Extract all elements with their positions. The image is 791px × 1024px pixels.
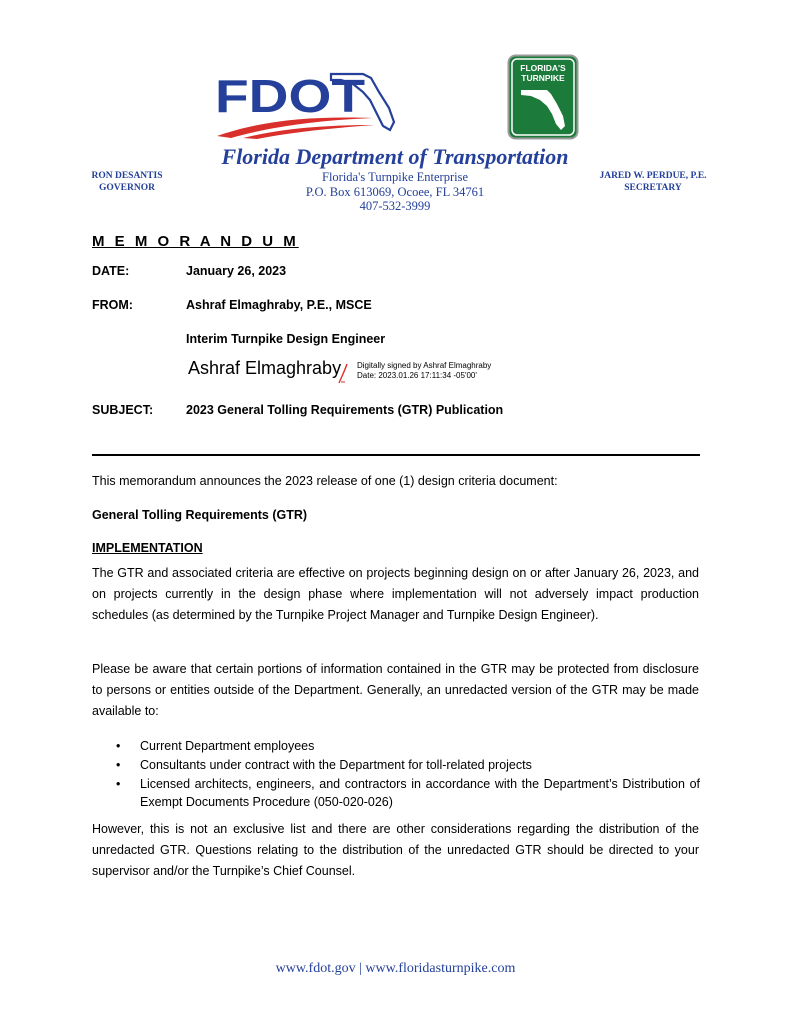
secretary-title: SECRETARY <box>624 183 682 193</box>
list-item-text: Current Department employees <box>140 739 315 753</box>
signature-name: Ashraf Elmaghraby <box>188 358 342 378</box>
list-item-text: Licensed architects, engineers, and contractors in accordance with the Department’s Distribution of Exempt Documents Procedure (050-020-026) <box>140 777 700 809</box>
subject-value: 2023 General Tolling Requirements (GTR) Publication <box>186 403 504 417</box>
florida-turnpike-logo <box>507 54 579 140</box>
signature-stamp-line-2: Date: 2023.01.26 17:11:34 -05'00' <box>357 371 477 380</box>
subject-label: SUBJECT: <box>92 403 154 417</box>
secretary-block <box>578 170 728 194</box>
bullet-icon: • <box>116 758 121 772</box>
address-line-2: P.O. Box 613069, Ocoee, FL 34761 <box>305 184 485 199</box>
date-label: DATE: <box>92 264 130 278</box>
header-divider <box>92 454 700 456</box>
date-value: January 26, 2023 <box>186 264 287 278</box>
disclosure-paragraph: Please be aware that certain portions of information contained in the GTR may be protected from disclosure to persons or entities outside of the Department. Generally, an unredacted version of the GTR may be made available to: <box>92 662 699 718</box>
governor-title: GOVERNOR <box>99 183 155 193</box>
footer-links: www.fdot.gov | www.floridasturnpike.com <box>275 961 516 976</box>
bullet-icon: • <box>116 777 121 791</box>
from-title: Interim Turnpike Design Engineer <box>186 332 386 346</box>
governor-name: RON DESANTIS <box>91 171 163 181</box>
list-item-text: Consultants under contract with the Department for toll-related projects <box>140 758 532 772</box>
fdot-logo-text: FDOT <box>215 70 365 122</box>
turnpike-logo-line-1: FLORIDA'S <box>520 63 566 73</box>
secretary-name: JARED W. PERDUE, P.E. <box>599 171 707 181</box>
from-name: Ashraf Elmaghraby, P.E., MSCE <box>186 298 372 312</box>
address-line-1: Florida's Turnpike Enterprise <box>322 170 468 184</box>
implementation-paragraph: The GTR and associated criteria are effective on projects beginning design on or after January 26, 2023, and on projects currently in the design phase where implementation will not adversely impact production schedules (as determined by the Turnpike Project Manager and Turnpike Design Engineer). <box>92 566 699 622</box>
agency-name: Florida Department of Transportation <box>221 144 569 169</box>
digital-signature-stamp <box>357 361 491 381</box>
closing-paragraph: However, this is not an exclusive list and there are other considerations regarding the distribution of the unredacted GTR. Questions relating to the distribution of the unredacted GTR should be directed to your supervisor and/or the Turnpike’s Chief Counsel. <box>92 822 699 878</box>
bullet-icon: • <box>116 739 121 753</box>
memo-title: M E M O R A N D U M <box>92 233 299 250</box>
intro-paragraph: This memorandum announces the 2023 release of one (1) design criteria document: <box>92 474 558 488</box>
turnpike-logo-line-2: TURNPIKE <box>521 73 565 83</box>
governor-block <box>72 170 182 194</box>
address-block <box>250 170 540 214</box>
from-label: FROM: <box>92 298 133 312</box>
implementation-heading: IMPLEMENTATION <box>92 541 203 555</box>
signature-mark-icon <box>336 362 350 384</box>
document-name: General Tolling Requirements (GTR) <box>92 508 308 522</box>
address-line-3: 407-532-3999 <box>359 199 431 213</box>
fdot-logo <box>213 68 398 140</box>
signature-stamp-line-1: Digitally signed by Ashraf Elmaghraby <box>357 361 492 370</box>
